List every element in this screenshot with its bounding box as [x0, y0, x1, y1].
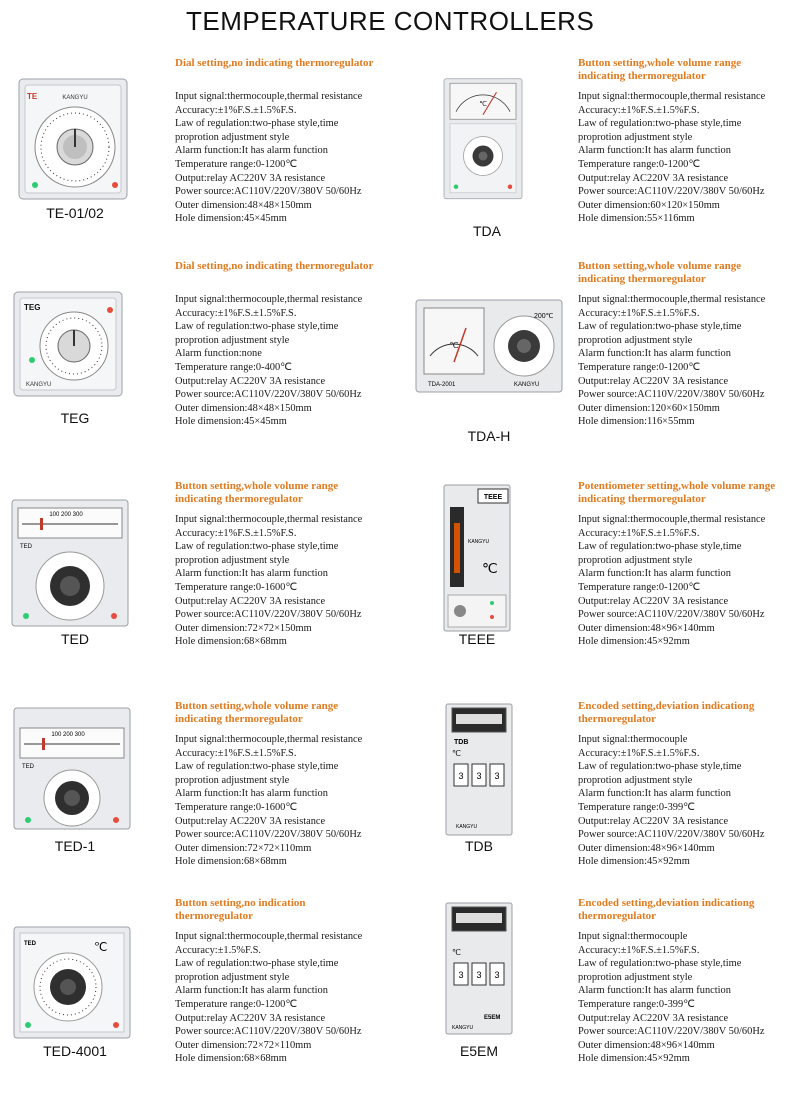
product-heading: Dial setting,no indicating thermoregulator — [175, 260, 374, 272]
product-tdb — [400, 698, 800, 908]
model-label: TED-4001 — [43, 1043, 107, 1059]
spec-line: Alarm function:It has alarm function — [578, 348, 731, 360]
spec-line: proprotion adjustment style — [578, 971, 693, 983]
controller-photo-te-01-02 — [15, 77, 135, 207]
svg-text:100 200 300: 100 200 300 — [51, 732, 85, 738]
svg-text:℃: ℃ — [452, 948, 461, 957]
svg-text:3: 3 — [458, 771, 464, 781]
product-ted-1 — [0, 698, 400, 908]
product-heading: Dial setting,no indicating thermoregulator — [175, 57, 374, 69]
spec-line: Power source:AC110V/220V/380V 50/60Hz — [578, 609, 765, 621]
spec-line: Input signal:thermocouple,thermal resistance — [175, 294, 363, 305]
spec-line: Law of regulation:two-phase style,time — [578, 541, 742, 553]
spec-line: Temperature range:0-1200℃ — [175, 158, 298, 170]
product-ted-4001 — [0, 895, 400, 1105]
svg-text:KANGYU: KANGYU — [452, 1025, 474, 1031]
controller-photo-ted — [10, 498, 130, 628]
controller-photo-tda-h — [414, 296, 564, 396]
product-heading: Button setting,whole volume range indicating thermoregulator — [578, 260, 742, 285]
product-heading: Potentiometer setting,whole volume range indicating thermoregulator — [578, 480, 776, 505]
spec-line: Temperature range:0-1200℃ — [175, 998, 298, 1010]
spec-line: Hole dimension:55×116mm — [578, 213, 695, 225]
product-te-01-02 — [0, 55, 400, 265]
model-label: TED-1 — [54, 838, 96, 854]
spec-line: Outer dimension:48×96×140mm — [578, 1039, 715, 1051]
spec-line: proprotion adjustment style — [175, 131, 290, 143]
spec-line: Output:relay AC220V 3A resistance — [175, 595, 326, 607]
model-label: TED — [61, 631, 89, 647]
spec-line: Alarm function:It has alarm function — [175, 788, 328, 800]
spec-line: Output:relay AC220V 3A resistance — [578, 1012, 729, 1024]
spec-list — [578, 930, 800, 1066]
model-label: TE-01/02 — [46, 205, 104, 221]
spec-line: Alarm function:It has alarm function — [175, 145, 328, 157]
spec-list — [578, 90, 800, 226]
spec-line: Output:relay AC220V 3A resistance — [578, 815, 729, 827]
spec-line: Hole dimension:45×45mm — [175, 213, 287, 225]
spec-line: Power source:AC110V/220V/380V 50/60Hz — [175, 186, 362, 198]
product-e5em — [400, 895, 800, 1105]
svg-text:TE: TE — [27, 92, 38, 101]
spec-line: Power source:AC110V/220V/380V 50/60Hz — [578, 1026, 765, 1038]
spec-line: Accuracy:±1%F.S.±1.5%F.S. — [578, 944, 700, 956]
spec-line: Law of regulation:two-phase style,time — [175, 958, 339, 970]
controller-photo-teg — [10, 290, 130, 400]
controller-photo-ted-4001 — [12, 925, 132, 1040]
svg-text:℃: ℃ — [482, 560, 498, 576]
spec-line: Input signal:thermocouple,thermal resistance — [578, 294, 766, 305]
svg-text:TED: TED — [20, 544, 32, 550]
product-heading: Button setting,no indication thermoregulator — [175, 897, 306, 922]
spec-line: Hole dimension:68×68mm — [175, 856, 287, 868]
spec-line: Outer dimension:72×72×150mm — [175, 622, 312, 634]
spec-line: Law of regulation:two-phase style,time — [175, 541, 339, 553]
spec-line: Accuracy:±1%F.S.±1.5%F.S. — [175, 747, 297, 759]
spec-line: proprotion adjustment style — [578, 554, 693, 566]
spec-line: Accuracy:±1%F.S.±1.5%F.S. — [578, 747, 700, 759]
spec-line: Outer dimension:48×48×150mm — [175, 199, 312, 211]
spec-line: Law of regulation:two-phase style,time — [175, 321, 339, 333]
spec-line: proprotion adjustment style — [578, 131, 693, 143]
controller-photo-tda — [438, 61, 528, 221]
spec-line: Alarm function:It has alarm function — [175, 985, 328, 997]
model-label: E5EM — [459, 1043, 499, 1059]
spec-line: Hole dimension:45×45mm — [175, 416, 287, 428]
spec-line: Law of regulation:two-phase style,time — [578, 761, 742, 773]
svg-text:E5EM: E5EM — [484, 1015, 501, 1021]
controller-photo-tdb — [444, 702, 514, 837]
product-heading: Button setting,whole volume range indicating thermoregulator — [578, 57, 742, 82]
spec-line: Hole dimension:68×68mm — [175, 1053, 287, 1065]
spec-list — [175, 930, 400, 1066]
spec-line: Temperature range:0-1600℃ — [175, 801, 298, 813]
model-label: TEG — [60, 410, 90, 426]
svg-text:℃: ℃ — [449, 341, 459, 350]
spec-line: Alarm function:It has alarm function — [578, 788, 731, 800]
spec-list — [175, 733, 400, 869]
product-heading: Encoded setting,deviation indicationg thermoregulator — [578, 700, 755, 725]
spec-line: Output:relay AC220V 3A resistance — [175, 375, 326, 387]
page-title: TEMPERATURE CONTROLLERS — [186, 6, 595, 36]
spec-line: Alarm function:It has alarm function — [578, 985, 731, 997]
svg-text:3: 3 — [476, 771, 482, 781]
spec-line: Accuracy:±1%F.S.±1.5%F.S. — [175, 307, 297, 319]
spec-line: Hole dimension:116×55mm — [578, 416, 695, 428]
svg-text:KANGYU: KANGYU — [514, 382, 540, 388]
spec-line: Outer dimension:120×60×150mm — [578, 402, 720, 414]
spec-line: Accuracy:±1%F.S.±1.5%F.S. — [175, 527, 297, 539]
spec-line: Power source:AC110V/220V/380V 50/60Hz — [175, 389, 362, 401]
svg-text:TDB: TDB — [454, 739, 469, 746]
svg-text:KANGYU: KANGYU — [468, 539, 490, 545]
svg-text:3: 3 — [476, 970, 482, 980]
svg-text:TED: TED — [22, 764, 34, 770]
model-label: TDA-H — [467, 428, 511, 444]
controller-photo-ted-1 — [12, 706, 132, 831]
spec-line: proprotion adjustment style — [578, 774, 693, 786]
svg-text:200℃: 200℃ — [534, 313, 554, 320]
spec-line: Outer dimension:48×48×150mm — [175, 402, 312, 414]
spec-line: Law of regulation:two-phase style,time — [578, 321, 742, 333]
spec-line: Temperature range:0-399℃ — [578, 801, 695, 813]
spec-line: Temperature range:0-1600℃ — [175, 581, 298, 593]
spec-line: Law of regulation:two-phase style,time — [578, 118, 742, 130]
product-teee — [400, 478, 800, 688]
spec-line: Accuracy:±1%F.S.±1.5%F.S. — [175, 104, 297, 116]
spec-line: Accuracy:±1%F.S.±1.5%F.S. — [578, 104, 700, 116]
spec-line: Alarm function:It has alarm function — [578, 145, 731, 157]
svg-text:TEG: TEG — [24, 303, 41, 312]
spec-line: Alarm function:It has alarm function — [175, 568, 328, 580]
product-tda — [400, 55, 800, 265]
product-heading: Encoded setting,deviation indicationg thermoregulator — [578, 897, 755, 922]
brand-logo: KANGYU — [62, 95, 88, 101]
spec-line: Temperature range:0-399℃ — [578, 998, 695, 1010]
spec-line: proprotion adjustment style — [175, 774, 290, 786]
spec-list — [578, 733, 800, 869]
spec-line: Power source:AC110V/220V/380V 50/60Hz — [578, 186, 765, 198]
svg-text:TED: TED — [24, 941, 36, 947]
svg-text:3: 3 — [458, 970, 464, 980]
spec-line: proprotion adjustment style — [175, 334, 290, 346]
spec-line: proprotion adjustment style — [175, 554, 290, 566]
spec-line: Law of regulation:two-phase style,time — [175, 761, 339, 773]
svg-text:KANGYU: KANGYU — [26, 382, 52, 388]
spec-line: Output:relay AC220V 3A resistance — [175, 815, 326, 827]
spec-line: Outer dimension:48×96×140mm — [578, 842, 715, 854]
spec-line: Output:relay AC220V 3A resistance — [578, 595, 729, 607]
product-heading: Button setting,whole volume range indicating thermoregulator — [175, 700, 339, 725]
spec-line: Accuracy:±1%F.S.±1.5%F.S. — [578, 307, 700, 319]
spec-line: Temperature range:0-1200℃ — [578, 581, 701, 593]
model-label: TDA — [473, 223, 501, 239]
product-tda-h — [400, 258, 800, 468]
svg-text:℃: ℃ — [94, 940, 108, 954]
spec-line: Output:relay AC220V 3A resistance — [578, 375, 729, 387]
svg-text:℃: ℃ — [479, 100, 487, 108]
spec-line: Input signal:thermocouple,thermal resistance — [578, 514, 766, 525]
spec-line: Power source:AC110V/220V/380V 50/60Hz — [175, 829, 362, 841]
model-label: TDB — [465, 838, 493, 854]
spec-list — [578, 513, 800, 649]
spec-line: Law of regulation:two-phase style,time — [578, 958, 742, 970]
spec-line: Temperature range:0-1200℃ — [578, 361, 701, 373]
spec-line: Input signal:thermocouple,thermal resistance — [175, 91, 363, 102]
spec-line: Accuracy:±1%F.S.±1.5%F.S. — [578, 527, 700, 539]
svg-text:KANGYU: KANGYU — [456, 824, 478, 830]
controller-photo-teee — [442, 483, 512, 633]
spec-line: Outer dimension:72×72×110mm — [175, 1039, 312, 1051]
spec-line: Output:relay AC220V 3A resistance — [175, 172, 326, 184]
spec-line: proprotion adjustment style — [175, 971, 290, 983]
spec-line: Temperature range:0-1200℃ — [578, 158, 701, 170]
spec-line: Alarm function:none — [175, 348, 262, 360]
model-label: TEEE — [458, 631, 496, 647]
spec-line: Outer dimension:72×72×110mm — [175, 842, 312, 854]
product-ted — [0, 478, 400, 688]
spec-line: Outer dimension:60×120×150mm — [578, 199, 720, 211]
spec-line: Input signal:thermocouple,thermal resistance — [578, 91, 766, 102]
spec-list — [175, 293, 400, 429]
svg-text:TDA-2001: TDA-2001 — [428, 382, 456, 388]
svg-text:℃: ℃ — [452, 749, 461, 758]
controller-photo-e5em — [444, 901, 514, 1036]
spec-line: Output:relay AC220V 3A resistance — [175, 1012, 326, 1024]
spec-line: Accuracy:±1.5%F.S. — [175, 944, 261, 956]
spec-line: Power source:AC110V/220V/380V 50/60Hz — [175, 609, 362, 621]
spec-line: Outer dimension:48×96×140mm — [578, 622, 715, 634]
spec-line: Input signal:thermocouple — [578, 734, 688, 745]
spec-list — [175, 513, 400, 649]
spec-line: Temperature range:0-400℃ — [175, 361, 292, 373]
spec-line: Hole dimension:45×92mm — [578, 636, 690, 648]
spec-line: proprotion adjustment style — [578, 334, 693, 346]
spec-line: Power source:AC110V/220V/380V 50/60Hz — [578, 389, 765, 401]
spec-line: Power source:AC110V/220V/380V 50/60Hz — [175, 1026, 362, 1038]
svg-text:3: 3 — [494, 970, 500, 980]
spec-line: Hole dimension:68×68mm — [175, 636, 287, 648]
product-teg — [0, 258, 400, 468]
svg-text:100 200 300: 100 200 300 — [49, 512, 83, 518]
svg-text:TEEE: TEEE — [483, 494, 503, 501]
spec-line: Hole dimension:45×92mm — [578, 1053, 690, 1065]
spec-line: Input signal:thermocouple,thermal resistance — [175, 514, 363, 525]
spec-line: Law of regulation:two-phase style,time — [175, 118, 339, 130]
spec-list — [175, 90, 400, 226]
spec-line: Power source:AC110V/220V/380V 50/60Hz — [578, 829, 765, 841]
spec-line: Output:relay AC220V 3A resistance — [578, 172, 729, 184]
spec-line: Alarm function:It has alarm function — [578, 568, 731, 580]
svg-text:3: 3 — [494, 771, 500, 781]
spec-line: Input signal:thermocouple,thermal resistance — [175, 931, 363, 942]
spec-list — [578, 293, 800, 429]
product-heading: Button setting,whole volume range indicating thermoregulator — [175, 480, 339, 505]
spec-line: Hole dimension:45×92mm — [578, 856, 690, 868]
spec-line: Input signal:thermocouple,thermal resistance — [175, 734, 363, 745]
spec-line: Input signal:thermocouple — [578, 931, 688, 942]
